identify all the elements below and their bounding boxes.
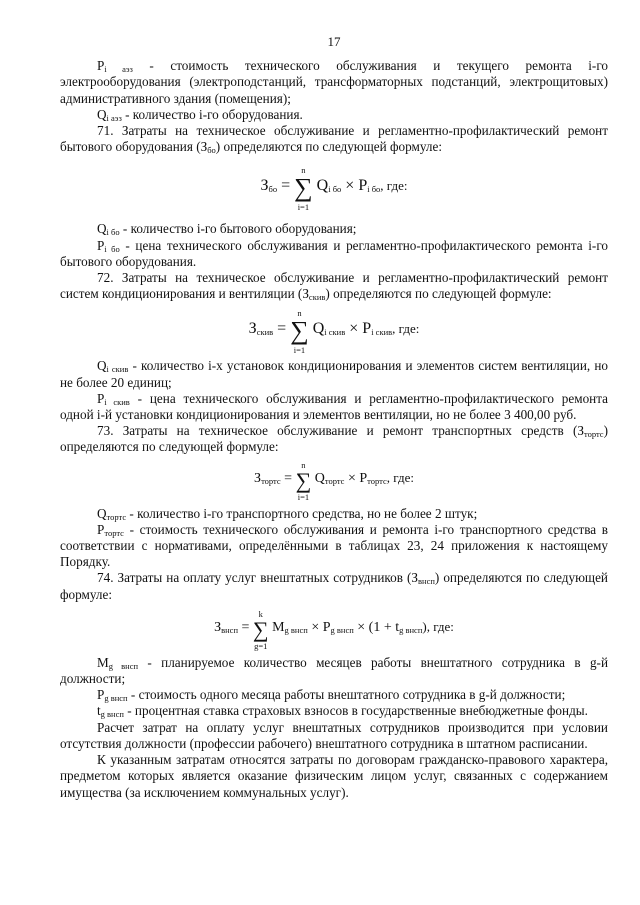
sum-symbol: ∑ n i=1 [295,459,312,503]
sum-symbol: ∑ n i=1 [294,165,313,212]
paragraph-p-tortc: $P_{тортс}$ - стоимость технического обслуживания и ремонта i-го транспортного средства в соответствии с нормативами, определёнными в таблицах 23, 24 приложения к настоящему Порядку. [60,521,608,570]
paragraph-q-bo: $Q_{i бо}$ - количество i-го бытового оборудования; [97,221,357,238]
paragraph-72: 72. Затраты на техническое обслуживание и регламентно-профилактический ремонт систем кондиционирования и вентиляции $(З_{скив})$ определяются по следующей формуле: [60,270,608,303]
paragraph-73: 73. Затраты на техническое обслуживание и ремонт транспортных средств $(З_{тортс})$ определяются по следующей формуле: [60,423,608,455]
formula-vnsp: $З_{внсп}$ = ∑ k g=1 $M_{g внсп} \times P_{g внсп} \times (1 + t_{g внсп})$, где: [214,608,454,652]
paragraph-71: 71. Затраты на техническое обслуживание и регламентно-профилактический ремонт бытового оборудования $(З_{бо})$ определяются по следующей формуле: [60,123,608,156]
paragraph-p-bo: $P_{i бо}$ - цена технического обслуживания и регламентно-профилактического ремонта i-го бытового оборудования. [60,237,608,269]
sum-symbol: ∑ n i=1 [290,308,309,355]
paragraph-p-aez: $P_{i аэз}$ - стоимость технического обслуживания и текущего ремонта i-го электрооборудования (электроподстанций, трансформаторных подстанций, электрощитовых) административного здания (помещения); [60,58,609,106]
paragraph-civil-contracts: К указанным затратам относятся затраты по договорам гражданско-правового характера, предметом которых является оказание физическим лицом услуг, связанных с содержанием имущества (за исключением коммунальных услуг). [60,752,608,800]
sum-symbol: ∑ k g=1 [252,608,269,652]
document-page [60,34,608,801]
paragraph-t-vnsp: $t_{g внсп}$ - процентная ставка страховых взносов в государственные внебюджетные фонды. [97,703,588,720]
formula-tortc: $З_{тортс}$ = ∑ n i=1 $Q_{тортс} \times P_{тортс}$, где: [254,459,414,503]
page-number: 17 [327,34,341,49]
formula-bo: $З_{бо}$ = ∑ n i=1 $Q_{i бо} \times P_{i бо}$, где: [260,165,408,212]
paragraph-calculation-note: Расчет затрат на оплату услуг внештатных сотрудников производится при условии отсутствия должности (профессии рабочего) внештатного сотрудника в штатном расписании. [60,719,608,751]
paragraph-p-vnsp: $P_{g внсп}$ - стоимость одного месяца работы внештатного сотрудника в g-й должности; [97,687,566,704]
paragraph-p-skiv: $P_{i скив}$ - цена технического обслуживания и регламентно-профилактического ремонта одной i-й установки кондиционирования и элементов вентиляции, но не более 3 400,00 руб. [60,390,608,423]
paragraph-m-vnsp: $M_{g внсп}$ - планируемое количество месяцев работы внештатного сотрудника в g-й должности; [60,654,609,687]
paragraph-q-skiv: $Q_{i скив}$ - количество i-х установок кондиционирования и элементов систем вентиляции, но не более 20 единиц; [60,358,609,390]
paragraph-74: 74. Затраты на оплату услуг внештатных сотрудников $(З_{внсп})$ определяются по следующей формуле: [60,570,608,602]
paragraph-q-tortc: $Q_{тортс}$ - количество i-го транспортного средства, но не более 2 штук; [97,505,478,522]
paragraph-q-aez: $Q_{i аэз}$ - количество i-го оборудования. [97,106,303,123]
formula-skiv: $З_{скив}$ = ∑ n i=1 $Q_{i скив} \times P_{i скив}$, где: [248,308,420,355]
